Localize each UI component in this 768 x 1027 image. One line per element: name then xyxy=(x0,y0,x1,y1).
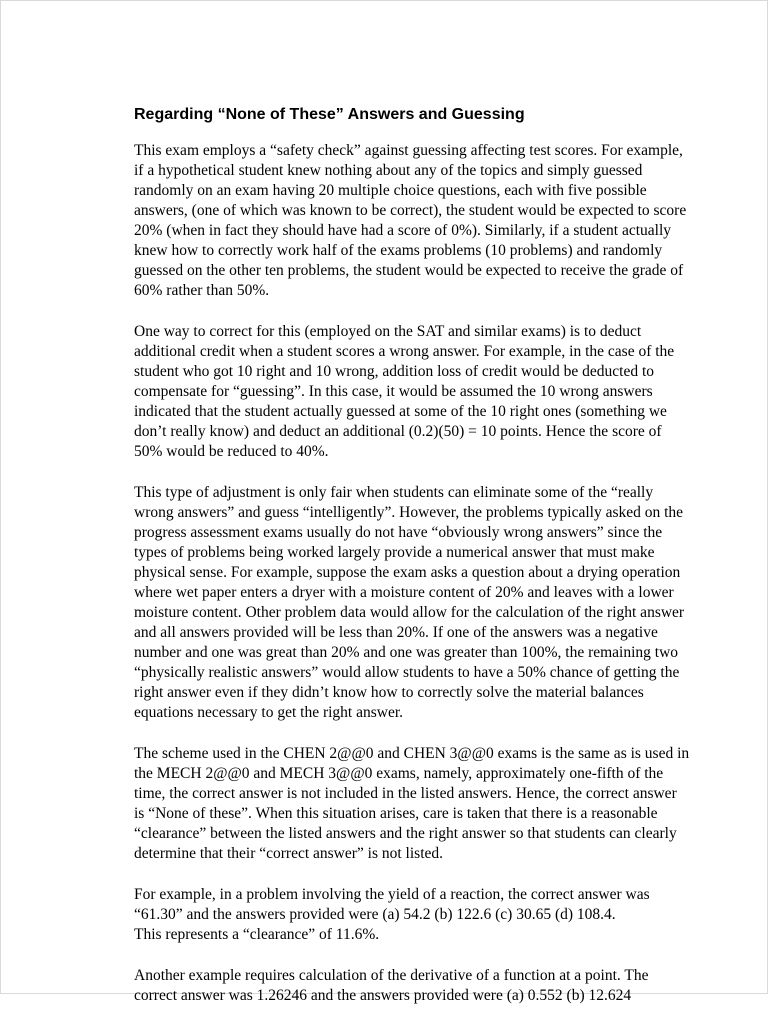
text-line: physical sense. For example, suppose the exam asks a question about a drying operation xyxy=(134,564,681,581)
text-line: number and one was great than 20% and one was greater than 100%, the remaining two xyxy=(134,644,679,661)
text-line: where wet paper enters a dryer with a moisture content of 20% and leaves with a lower xyxy=(134,584,674,601)
text-line: knew how to correctly work half of the exams problems (10 problems) and randomly xyxy=(134,242,663,259)
text-line: equations necessary to get the right answer. xyxy=(134,704,404,721)
text-line: One way to correct for this (employed on the SAT and similar exams) is to deduct xyxy=(134,323,642,340)
text-line: “61.30” and the answers provided were (a) 54.2 (b) 122.6 (c) 30.65 (d) 108.4. xyxy=(134,906,616,923)
text-line: guessed on the other ten problems, the student would be expected to receive the grade of xyxy=(134,262,684,279)
text-line: if a hypothetical student knew nothing about any of the topics and simply guessed xyxy=(134,162,643,179)
text-line: 20% (when in fact they should have had a score of 0%). Similarly, if a student actually xyxy=(134,222,672,239)
text-line: time, the correct answer is not included in the listed answers. Hence, the correct answer xyxy=(134,785,677,802)
document-title: Regarding “None of These” Answers and Guessing xyxy=(134,106,525,123)
text-line: “clearance” between the listed answers and the right answer so that students can clearly xyxy=(134,825,677,842)
text-line: compensate for “guessing”. In this case, it would be assumed the 10 wrong answers xyxy=(134,383,653,400)
text-line: additional credit when a student scores a wrong answer. For example, in the case of the xyxy=(134,343,675,360)
paragraph-derivative-example xyxy=(134,966,654,1006)
text-line: randomly on an exam having 20 multiple choice questions, each with five possible xyxy=(134,182,647,199)
text-line: This represents a “clearance” of 11.6%. xyxy=(134,926,380,943)
text-line: progress assessment exams usually do not have “obviously wrong answers” since the xyxy=(134,524,663,541)
text-line: This type of adjustment is only fair when students can eliminate some of the “really xyxy=(134,484,654,501)
document-body xyxy=(134,105,690,1027)
text-line: student who got 10 right and 10 wrong, addition loss of credit would be deducted to xyxy=(134,363,655,380)
text-line: For example, in a problem involving the yield of a reaction, the correct answer was xyxy=(134,886,650,903)
text-line: wrong answers” and guess “intelligently”. However, the problems typically asked on the xyxy=(134,504,684,521)
text-line: types of problems being worked largely provide a numerical answer that must make xyxy=(134,544,655,561)
text-line: Another example requires calculation of the derivative of a function at a point. The xyxy=(134,967,649,984)
paragraph-none-of-these-scheme xyxy=(134,744,690,864)
text-line: don’t really know) and deduct an additional (0.2)(50) = 10 points. Hence the score of xyxy=(134,423,662,440)
text-line: is “None of these”. When this situation arises, care is taken that there is a reasonable xyxy=(134,805,658,822)
text-line: 60% rather than 50%. xyxy=(134,282,270,299)
text-line: the MECH 2@@0 and MECH 3@@0 exams, namely, approximately one-fifth of the xyxy=(134,765,664,782)
text-line: correct answer was 1.26246 and the answers provided were (a) 0.552 (b) 12.624 xyxy=(134,987,632,1004)
paragraph-guessing-effect xyxy=(134,141,687,301)
text-line: determine that their “correct answer” is not listed. xyxy=(134,845,444,862)
text-line: “physically realistic answers” would allow students to have a 50% chance of getting the xyxy=(134,664,680,681)
paragraph-intelligent-guessing xyxy=(134,483,685,723)
text-line: answers, (one of which was known to be correct), the student would be expected to score xyxy=(134,202,687,219)
paragraph-yield-example xyxy=(134,885,654,945)
text-line: and all answers provided will be less than 20%. If one of the answers was a negative xyxy=(134,624,658,641)
paragraph-deduction-method xyxy=(134,322,675,462)
text-line: moisture content. Other problem data would allow for the calculation of the right answer xyxy=(134,604,685,621)
text-line: 50% would be reduced to 40%. xyxy=(134,443,329,460)
text-line: indicated that the student actually guessed at some of the 10 right ones (something we xyxy=(134,403,667,420)
text-line: The scheme used in the CHEN 2@@0 and CHEN 3@@0 exams is the same as is used in xyxy=(134,745,690,762)
text-line: right answer even if they didn’t know how to correctly solve the material balances xyxy=(134,684,644,701)
text-line: This exam employs a “safety check” against guessing affecting test scores. For example, xyxy=(134,142,683,159)
